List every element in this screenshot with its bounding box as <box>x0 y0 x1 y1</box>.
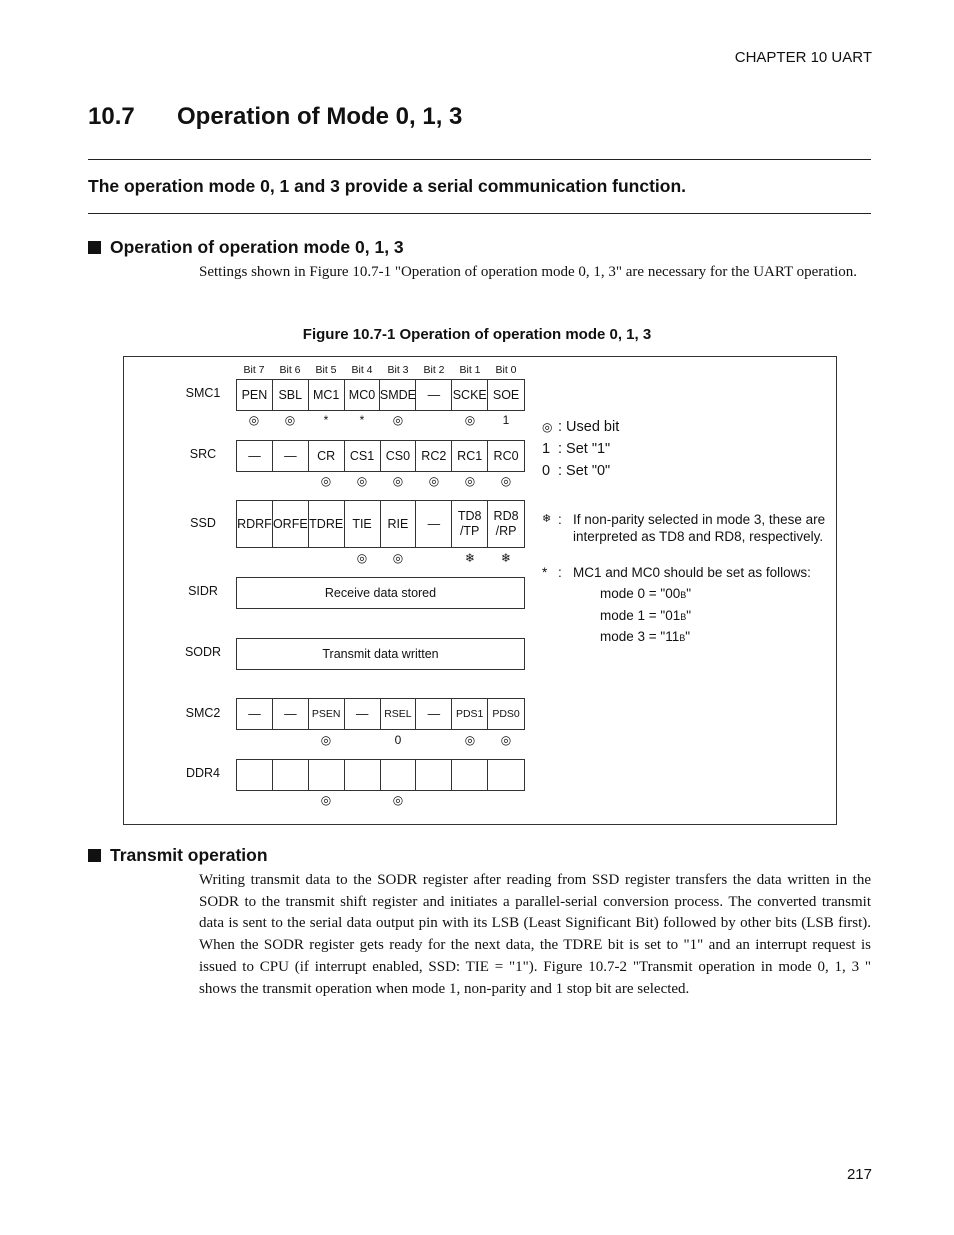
bit-label: Bit 6 <box>279 364 301 376</box>
marks-ddr4 <box>236 793 524 807</box>
bit-mark <box>308 551 344 565</box>
bit-cell: SOE <box>492 387 520 402</box>
used-bit-icon: ◎ <box>542 420 553 434</box>
bit-cell: PSEN <box>309 699 345 729</box>
bit-mark <box>416 551 452 565</box>
legend <box>542 416 652 482</box>
note-mc <box>542 564 827 649</box>
bit-cell: MC0 <box>345 380 381 410</box>
bit-mark: ◎ <box>464 474 476 488</box>
subheading-transmit-text: Transmit operation <box>110 845 268 865</box>
bit-mark <box>416 413 452 427</box>
legend-set1-symbol: 1 <box>542 441 551 457</box>
bit-mark: ◎ <box>500 733 512 747</box>
bit-cell <box>309 760 345 790</box>
bit-label: Bit 5 <box>315 364 337 376</box>
bit-mark: ◎ <box>428 474 440 488</box>
bit-label: Bit 3 <box>387 364 409 376</box>
register-label-ddr4: DDR4 <box>185 766 221 780</box>
note-colon: : <box>558 512 562 527</box>
marks-src <box>236 474 524 488</box>
marks-smc2 <box>236 733 524 747</box>
bit-label: Bit 7 <box>243 364 265 376</box>
bit-cell: CS0 <box>381 441 417 471</box>
chapter-header: CHAPTER 10 UART <box>734 49 872 66</box>
bit-mark: * <box>359 413 365 427</box>
bit-cell: — <box>345 699 381 729</box>
bit-cell: RDRF <box>237 501 273 547</box>
rule-top <box>88 159 871 160</box>
legend-used <box>542 416 652 438</box>
bit-label: Bit 0 <box>495 364 517 376</box>
bit-mark <box>344 793 380 807</box>
bit-cell <box>273 760 309 790</box>
bit-cell <box>452 760 488 790</box>
transmit-paragraph: Writing transmit data to the SODR register after reading from SSD register transfers the data written in the SODR to the transmit shift register and initiates a parallel-serial conversion process. The converted transmit data is sent to the serial data output pin with its LSB (Least Significant Bit) followed by other bits (LSB first). When the SODR register gets ready for the next data, the TDRE bit is set to "1" and an interrupt request is issued to CPU (if interrupt enabled, SSD: TIE = "1"). Figure 10.7-2 "Transmit operation in mode 0, 1, 3 " shows the transmit operation when mode 1, non-parity and 1 stop bit are selected. <box>199 872 871 997</box>
mode-list <box>600 584 827 649</box>
bit-cell <box>237 760 273 790</box>
legend-set0-symbol: 0 <box>542 463 551 479</box>
bit-cell: TIE <box>345 501 381 547</box>
bit-cell: RC0 <box>493 448 519 463</box>
bit-mark: ◎ <box>320 474 332 488</box>
section-number: 10.7 <box>88 103 135 130</box>
bit-cell: RC1 <box>452 441 488 471</box>
bit-cell: ORFE <box>273 501 309 547</box>
bit-label: Bit 1 <box>459 364 481 376</box>
bit-mark: ◎ <box>356 551 368 565</box>
bit-mark <box>488 793 524 807</box>
register-label-src: SRC <box>189 447 217 461</box>
bit-mark: ◎ <box>320 733 332 747</box>
bit-cell <box>381 760 417 790</box>
rule-bottom <box>88 213 871 214</box>
bit-cell: — <box>237 699 273 729</box>
bit-mark <box>416 733 452 747</box>
bit-cell: RIE <box>381 501 417 547</box>
bit-cell: — <box>416 501 452 547</box>
bit-label-row <box>236 364 524 376</box>
note-nonparity <box>542 511 827 545</box>
bit-mark <box>236 733 272 747</box>
legend-set1 <box>542 438 652 460</box>
bit-cell: — <box>416 380 452 410</box>
bit-cell: TD8 /TP <box>452 501 488 547</box>
bit-label: Bit 4 <box>351 364 373 376</box>
bit-cell: RC2 <box>416 441 452 471</box>
register-sodr <box>236 638 525 670</box>
sidr-text: Receive data stored <box>324 586 437 600</box>
operation-paragraph: Settings shown in Figure 10.7-1 "Operation of operation mode 0, 1, 3" are necessary for the UART operation. <box>199 264 858 280</box>
section-summary: The operation mode 0, 1 and 3 provide a serial communication function. <box>88 176 687 196</box>
legend-set0 <box>542 460 652 482</box>
bit-mark: ◎ <box>356 474 368 488</box>
bit-cell: MC1 <box>309 380 345 410</box>
figure-caption: Figure 10.7-1 Operation of operation mode 0, 1, 3 <box>302 326 652 343</box>
register-label-smc2: SMC2 <box>185 706 221 720</box>
bit-mark: ❄ <box>464 551 476 565</box>
subheading-operation <box>88 237 404 258</box>
bit-mark: ◎ <box>500 474 512 488</box>
mode-item: mode 3 = "11B" <box>600 629 691 644</box>
mode-item: mode 1 = "01B" <box>600 607 692 623</box>
bit-cell: SMDE <box>380 380 416 410</box>
bit-mark <box>272 793 308 807</box>
bit-cell: — <box>237 441 273 471</box>
marks-smc1 <box>236 413 524 427</box>
page-number: 217 <box>846 1166 872 1183</box>
note-colon: : <box>558 565 562 580</box>
legend-set1-text: : Set "1" <box>558 441 611 457</box>
snowflake-icon: ❄ <box>542 513 552 525</box>
bit-cell: RSEL <box>381 699 417 729</box>
bit-mark: ◎ <box>320 793 332 807</box>
bit-mark <box>236 551 272 565</box>
bit-cell: RD8 /RP <box>493 509 519 538</box>
register-smc1 <box>236 379 525 411</box>
mode-item: mode 0 = "00B" <box>600 586 692 601</box>
bit-mark: ◎ <box>392 474 404 488</box>
bit-mark <box>236 474 272 488</box>
note-mc-text: MC1 and MC0 should be set as follows: <box>573 565 811 580</box>
bit-cell: — <box>273 699 309 729</box>
bit-cell: SBL <box>273 380 309 410</box>
legend-used-text: : Used bit <box>558 419 620 435</box>
bit-cell: TDRE <box>309 501 345 547</box>
register-label-sidr: SIDR <box>188 584 218 598</box>
bit-mark: 0 <box>394 733 402 747</box>
register-label-sodr: SODR <box>184 645 222 659</box>
register-label-ssd: SSD <box>190 516 216 530</box>
bit-cell: CS1 <box>345 441 381 471</box>
subheading-transmit <box>88 845 268 866</box>
bit-mark: ◎ <box>464 733 476 747</box>
bit-mark <box>272 551 308 565</box>
bit-mark: 1 <box>502 413 510 427</box>
bit-mark <box>452 793 488 807</box>
bit-mark: ◎ <box>284 413 296 427</box>
register-label-smc1: SMC1 <box>185 386 221 400</box>
bit-mark <box>344 733 380 747</box>
bit-mark: ❄ <box>500 551 512 565</box>
bit-cell <box>416 760 452 790</box>
section-title: Operation of Mode 0, 1, 3 <box>177 103 463 130</box>
bit-cell <box>345 760 381 790</box>
legend-set0-text: : Set "0" <box>558 463 611 479</box>
bit-cell: PEN <box>237 380 273 410</box>
bit-mark: ◎ <box>392 413 404 427</box>
register-sidr <box>236 577 525 609</box>
subheading-operation-text: Operation of operation mode 0, 1, 3 <box>110 237 404 257</box>
bit-mark: ◎ <box>464 413 476 427</box>
register-src <box>236 440 525 472</box>
bit-mark: * <box>323 413 329 427</box>
register-smc2 <box>236 698 525 730</box>
bit-label: Bit 2 <box>423 364 445 376</box>
note-nonparity-text: If non-parity selected in mode 3, these are interpreted as TD8 and RD8, respectively. <box>573 512 826 544</box>
bit-mark: ◎ <box>248 413 260 427</box>
bit-cell: PDS0 <box>492 707 520 720</box>
bit-mark: ◎ <box>392 793 404 807</box>
bit-cell: SCKE <box>452 380 488 410</box>
bit-mark <box>416 793 452 807</box>
bit-cell: — <box>416 699 452 729</box>
bit-mark <box>272 733 308 747</box>
marks-ssd <box>236 551 524 565</box>
bit-cell: CR <box>309 441 345 471</box>
bit-cell: — <box>273 441 309 471</box>
asterisk-icon: * <box>542 565 548 580</box>
bit-cell: PDS1 <box>452 699 488 729</box>
square-bullet-icon <box>88 241 101 254</box>
bit-mark <box>236 793 272 807</box>
bit-mark <box>272 474 308 488</box>
bit-mark: ◎ <box>392 551 404 565</box>
register-ddr4 <box>236 759 525 791</box>
square-bullet-icon <box>88 849 101 862</box>
register-ssd <box>236 500 525 548</box>
sodr-text: Transmit data written <box>322 647 439 661</box>
bit-cell <box>488 760 524 790</box>
